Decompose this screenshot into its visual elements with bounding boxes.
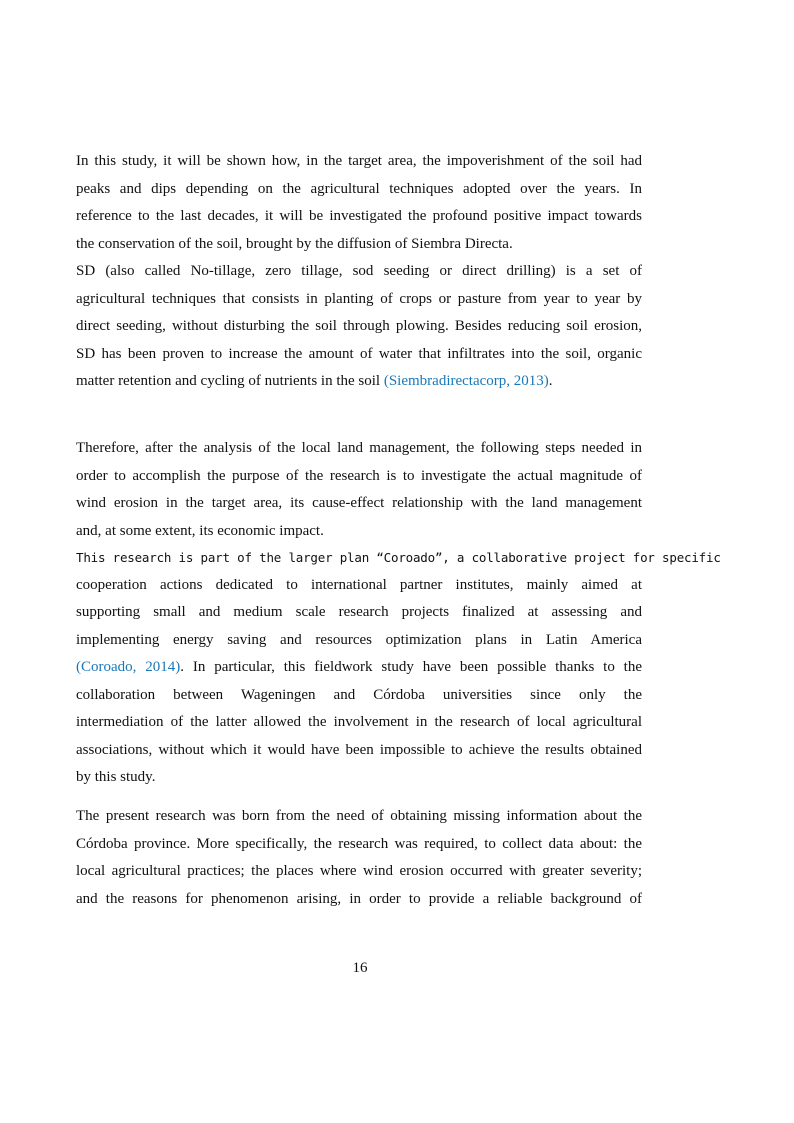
text-line: and, at some extent, its economic impact. xyxy=(76,522,324,539)
text-line: wind erosion in the target area, its cause-effect relationship with the land management xyxy=(76,495,642,511)
citation-link[interactable]: (Siembradirectacorp, 2013) xyxy=(383,373,549,389)
text-line: implementing energy saving and resources optimization plans in Latin America xyxy=(76,631,642,648)
text-line: and the reasons for phenomenon arising, in order to provide a reliable background of xyxy=(76,890,642,907)
text-line: intermediation of the latter allowed the involvement in the research of local agricultural xyxy=(76,714,642,730)
text-line: In this study, it will be shown how, in the target area, the impoverishment of the soil had xyxy=(76,153,642,169)
text-segment: matter retention and cycling of nutrients in the soil xyxy=(76,373,384,389)
text-line: the conservation of the soil, brought by the diffusion of Siembra Directa. xyxy=(76,235,513,252)
text-line: by this study. xyxy=(76,769,156,785)
text-line xyxy=(76,368,642,396)
paragraph-next-steps xyxy=(76,435,642,545)
citation-link[interactable]: (Coroado, 2014) xyxy=(76,659,181,675)
text-line: peaks and dips depending on the agricultural techniques adopted over the years. In xyxy=(76,180,642,197)
text-line: SD (also called No-tillage, zero tillage, sod seeding or direct drilling) is a set of xyxy=(76,263,642,279)
text-line: Córdoba province. More specifically, the research was required, to collect data about: the xyxy=(76,835,642,852)
text-line: associations, without which it would have been impossible to achieve the results obtained xyxy=(76,741,642,758)
text-line: local agricultural practices; the places where wind erosion occurred with greater severity; xyxy=(76,863,642,879)
text-line: reference to the last decades, it will be investigated the profound positive impact towards xyxy=(76,208,642,224)
paragraph-study-overview xyxy=(76,148,642,258)
paragraph-sd-definition xyxy=(76,258,642,396)
text-line: direct seeding, without disturbing the soil through plowing. Besides reducing soil erosion, xyxy=(76,318,642,334)
text-segment: . xyxy=(548,373,553,389)
text-line: order to accomplish the purpose of the research is to investigate the actual magnitude of xyxy=(76,467,642,484)
text-segment: . In particular, this fieldwork study have been possible thanks to the xyxy=(180,659,642,675)
page-number: 16 xyxy=(352,960,368,976)
text-line: agricultural techniques that consists in planting of crops or pasture from year to year by xyxy=(76,290,642,307)
text-line: This research is part of the larger plan “Coroado”, a collaborative project for specific xyxy=(76,550,721,565)
text-line: cooperation actions dedicated to international partner institutes, mainly aimed at xyxy=(76,576,642,593)
paragraph-research-origin xyxy=(76,803,642,913)
text-line xyxy=(76,654,642,682)
text-line: Therefore, after the analysis of the local land management, the following steps needed in xyxy=(76,440,642,456)
text-line: supporting small and medium scale research projects finalized at assessing and xyxy=(76,604,642,620)
text-line: collaboration between Wageningen and Córdoba universities since only the xyxy=(76,686,642,703)
text-line: SD has been proven to increase the amount of water that infiltrates into the soil, organic xyxy=(76,345,642,362)
text-line: The present research was born from the need of obtaining missing information about the xyxy=(76,808,642,824)
paragraph-coroado-project xyxy=(76,544,721,792)
